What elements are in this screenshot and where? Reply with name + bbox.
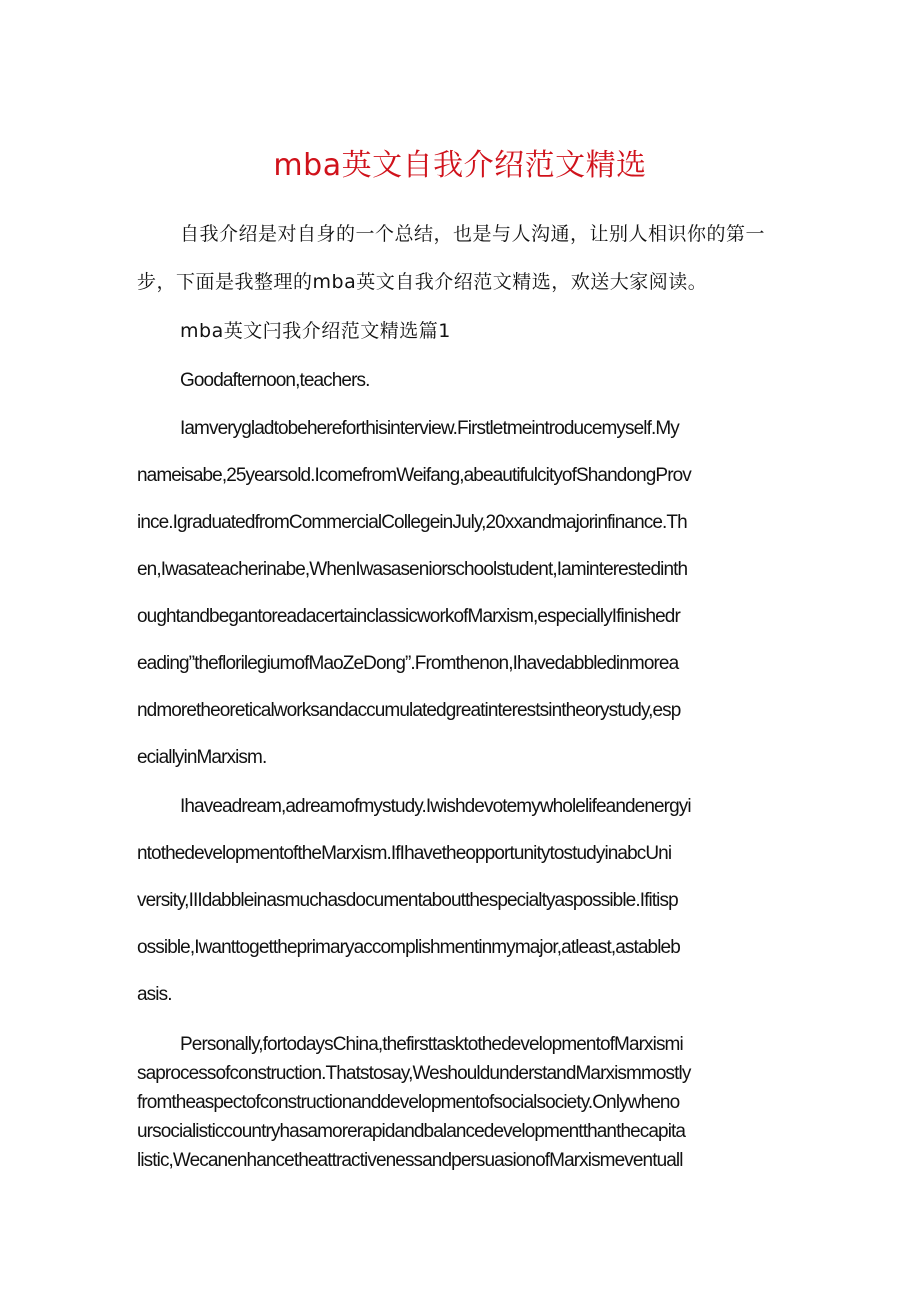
- paragraph-line: Iamverygladtobehereforthisinterview.Firstletmeintroducemyself.My: [180, 418, 679, 439]
- paragraph-line: versity,IIIdabbleinasmuchasdocumentaboutthespecialtyaspossible.Ifitisp: [137, 890, 678, 911]
- paragraph-line: ursocialisticcountryhasamorerapidandbalancedevelopmentthanthecapita: [137, 1121, 686, 1142]
- paragraph-line: Personally,fortodaysChina,thefirsttasktothedevelopmentofMarxismi: [180, 1034, 683, 1055]
- paragraph-line: ince.IgraduatedfromCommercialCollegeinJuly,20xxandmajorinfinance.Th: [137, 512, 687, 533]
- paragraph-line: listic,WecanenhancetheattractivenessandpersuasionofMarxismeventuall: [137, 1150, 683, 1171]
- paragraph-line: nameisabe,25yearsold.IcomefromWeifang,abeautifulcityofShandongProv: [137, 465, 691, 486]
- paragraph-line: ossible,Iwanttogettheprimaryaccomplishmentinmymajor,atleast,astableb: [137, 937, 680, 958]
- paragraph-line: oughtandbegantoreadacertainclassicworkofMarxism,especiallyIfinishedr: [137, 606, 680, 627]
- paragraph-line: ndmoretheoreticalworksandaccumulatedgreatinterestsintheorystudy,esp: [137, 700, 681, 721]
- paragraph-line: saprocessofconstruction.Thatstosay,WeshouldunderstandMarxismmostly: [137, 1063, 691, 1084]
- paragraph-line: asis.: [137, 984, 172, 1005]
- paragraph-line: en,Iwasateacherinabe,WhenIwasaseniorschoolstudent,Iaminterestedinth: [137, 559, 688, 580]
- paragraph-line: fromtheaspectofconstructionanddevelopmentofsocialsociety.Onlywheno: [137, 1092, 680, 1113]
- greeting-line: Goodafternoon,teachers.: [180, 370, 370, 391]
- section-heading: mba英文闩我介绍范文精选篇1: [180, 320, 451, 342]
- paragraph-line: eading”theflorilegiumofMaoZeDong”.Fromthenon,Ihavedabbledinmorea: [137, 653, 679, 674]
- intro-line: 步，下面是我整理的mba英文自我介绍范文精选，欢送大家阅读。: [137, 271, 708, 293]
- paragraph-line: Ihaveadream,adreamofmystudy.Iwishdevotemywholelifeandenergyi: [180, 796, 691, 817]
- intro-line: 自我介绍是对自身的一个总结，也是与人沟通，让别人相识你的第一: [180, 223, 766, 245]
- paragraph-line: ntothedevelopmentoftheMarxism.IfIhavetheopportunitytostudyinabcUni: [137, 843, 672, 864]
- paragraph-line: eciallyinMarxism.: [137, 747, 267, 768]
- document-title: mba英文自我介绍范文精选: [273, 148, 647, 183]
